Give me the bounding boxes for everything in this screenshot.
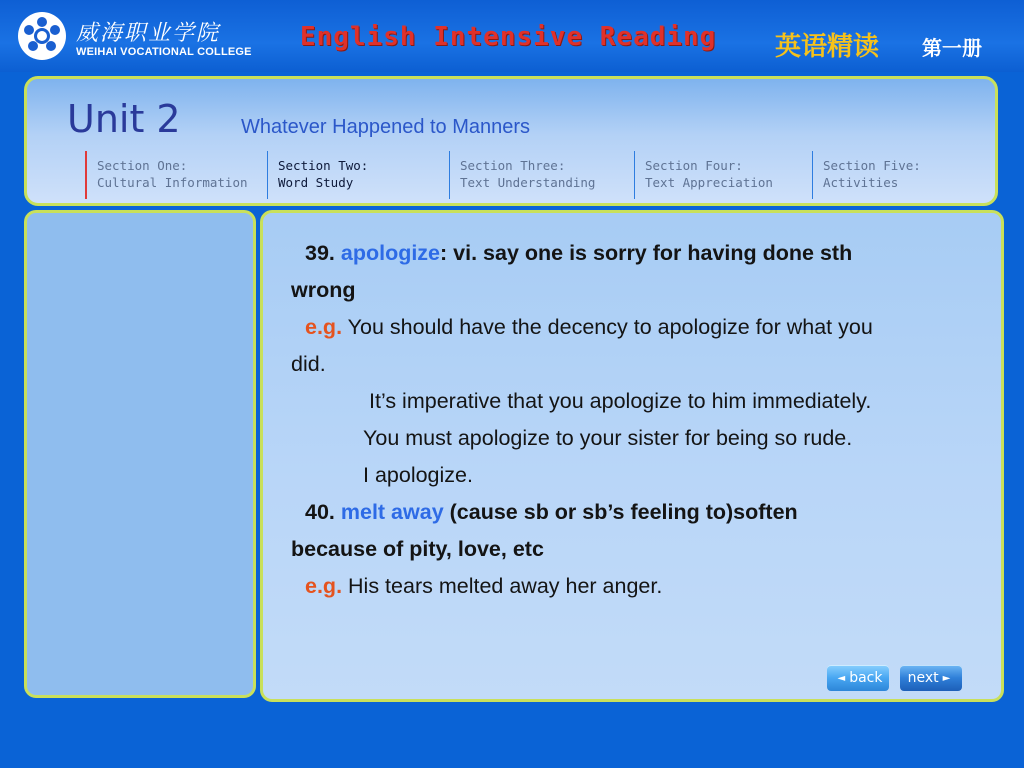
unit-subtitle: Whatever Happened to Manners [241, 116, 531, 138]
back-button[interactable] [827, 665, 889, 691]
entry-39-number: 39. [305, 241, 335, 265]
entry-40-term: melt away [340, 500, 444, 524]
section-three-title: Text Understanding [460, 175, 596, 190]
entry-40-definition [291, 494, 991, 531]
entry-39-definition-cont: wrong [291, 278, 356, 302]
entry-39-example-1-cont: did. [291, 352, 326, 376]
next-button-label: next [907, 670, 939, 686]
next-button[interactable] [900, 665, 962, 691]
section-one-link[interactable] [85, 151, 267, 199]
college-emblem-icon [18, 12, 66, 60]
section-nav [85, 151, 965, 199]
entry-40-definition-cont: because of pity, love, etc [291, 537, 544, 561]
entry-39-definition-text: : vi. say one is sorry for having done sth [440, 241, 853, 265]
section-five-link[interactable] [812, 151, 962, 199]
entry-39-example-2: It’s imperative that you apologize to him immediately. [369, 389, 872, 413]
triangle-left-icon: ◄ [837, 672, 846, 684]
section-five-label: Section Five: [823, 158, 921, 173]
course-title-en: English Intensive Reading [300, 22, 717, 52]
section-three-link[interactable] [449, 151, 634, 199]
volume-label: 第一册 [922, 36, 982, 60]
entry-40-definition-text: (cause sb or sb’s feeling to)soften [449, 500, 798, 524]
entry-40-eg-label: e.g. [305, 574, 343, 598]
entry-40-number: 40. [305, 500, 335, 524]
section-four-title: Text Appreciation [645, 175, 773, 190]
entry-39-eg-label: e.g. [305, 315, 343, 339]
section-two-label: Section Two: [278, 158, 369, 173]
section-four-label: Section Four: [645, 158, 743, 173]
entry-40-example-1 [291, 568, 991, 605]
unit-title: Unit 2 [67, 97, 181, 141]
top-banner [0, 0, 1024, 72]
college-name-en: WEIHAI VOCATIONAL COLLEGE [76, 46, 252, 58]
section-one-label: Section One: [97, 158, 188, 173]
section-two-title: Word Study [278, 175, 354, 190]
entry-39-term: apologize [340, 241, 441, 265]
word-study-content [291, 235, 991, 605]
entry-40-example-1-text: His tears melted away her anger. [348, 574, 663, 598]
entry-39-example-4: I apologize. [363, 463, 473, 487]
entry-39-example-1 [291, 309, 991, 346]
section-five-title: Activities [823, 175, 899, 190]
left-side-panel [24, 210, 256, 698]
section-three-label: Section Three: [460, 158, 566, 173]
college-logo [18, 10, 278, 66]
content-panel [260, 210, 1004, 702]
entry-39-example-3: You must apologize to your sister for being so rude. [363, 426, 853, 450]
entry-39-example-1-text: You should have the decency to apologize for what you [347, 315, 873, 339]
college-name-cn: 威海职业学院 [76, 21, 221, 46]
section-two-link[interactable] [267, 151, 449, 199]
course-title-cn: 英语精读 [775, 32, 880, 62]
triangle-right-icon: ► [942, 672, 951, 684]
section-four-link[interactable] [634, 151, 812, 199]
unit-header-panel [24, 76, 998, 206]
section-one-title: Cultural Information [97, 175, 248, 190]
back-button-label: back [849, 670, 883, 686]
entry-39-definition [291, 235, 991, 272]
